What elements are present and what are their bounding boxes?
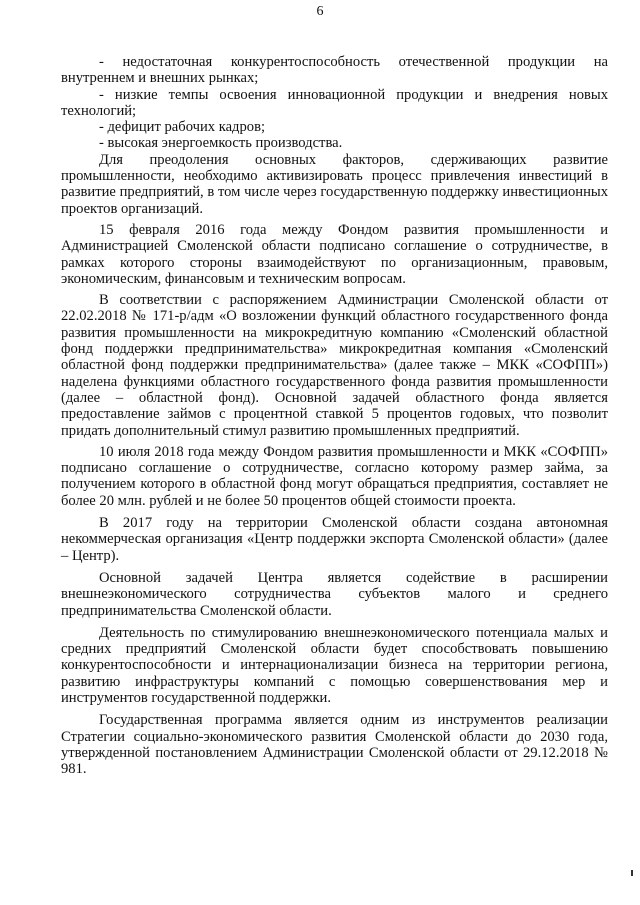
paragraph-regional-fund: В соответствии с распоряжением Администрации Смоленской области от 22.02.2018 № 171-р/адм «О возложении функций областного государственного фонда развития промышленности на микрокредитную компанию «Смоленский областной фонд поддержки предпринимательства» микрокредитная компания «Смоленский областной фонд поддержки предпринимательства» (далее также – МКК «СОФПП») наделена функциями областного государственного фонда развития промышленности (далее – областной фонд). Основной задачей областного фонда является предоставление займов с процентной ставкой 5 процентов годовых, что позволит придать дополнительный стимул развитию промышленных предприятий.: [61, 292, 608, 439]
paragraph-export-center: В 2017 году на территории Смоленской области создана автономная некоммерческая организация «Центр поддержки экспорта Смоленской области» (далее – Центр).: [61, 515, 608, 564]
paragraph-state-program: Государственная программа является одним из инструментов реализации Стратегии социально-экономического развития Смоленской области до 2030 года, утвержденной постановлением Администрации Смоленской области от 29.12.2018 № 981.: [61, 712, 608, 778]
list-item-innovation: - низкие темпы освоения инновационной продукции и внедрения новых технологий;: [61, 86, 608, 119]
paragraph-agreement-2018: 10 июля 2018 года между Фондом развития промышленности и МКК «СОФПП» подписано соглашение о сотрудничестве, согласно которому размер займа, за получением которого в областной фонд могут обращаться предприятия, составляет не более 20 млн. рублей и не более 50 процентов общей стоимости проекта.: [61, 443, 608, 509]
paragraph-agreement-2016: 15 февраля 2016 года между Фондом развития промышленности и Администрацией Смоленской области подписано соглашение о сотрудничестве, в рамках которого стороны взаимодействуют по организационным, правовым, экономическим, финансовым и техническим вопросам.: [61, 221, 608, 287]
paragraph-activity: Деятельность по стимулированию внешнеэкономического потенциала малых и средних предприятий Смоленской области будет способствовать повышению конкурентоспособности и интернационализации бизнеса на территории региона, развитию инфраструктуры компаний с помощью совершенствования мер и инструментов государственной поддержки.: [61, 624, 608, 706]
paragraph-center-task: Основной задачей Центра является содействие в расширении внешнеэкономического сотрудничества субъектов малого и среднего предпринимательства Смоленской области.: [61, 569, 608, 619]
list-item-labor-deficit: - дефицит рабочих кадров;: [99, 119, 266, 136]
list-item-competitiveness: - недостаточная конкурентоспособность отечественной продукции на внутреннем и внешних рынках;: [61, 54, 608, 87]
document-body: [61, 54, 608, 777]
page-number: 6: [316, 4, 324, 19]
paragraph-investment: Для преодоления основных факторов, сдерживающих развитие промышленности, необходимо активизировать процесс привлечения инвестиций в развитие предприятий, в том числе через государственную поддержку инвестиционных проектов организаций.: [61, 151, 608, 217]
list-item-energy-intensity: - высокая энергоемкость производства.: [99, 135, 343, 152]
scan-edge-mark: [631, 870, 633, 876]
